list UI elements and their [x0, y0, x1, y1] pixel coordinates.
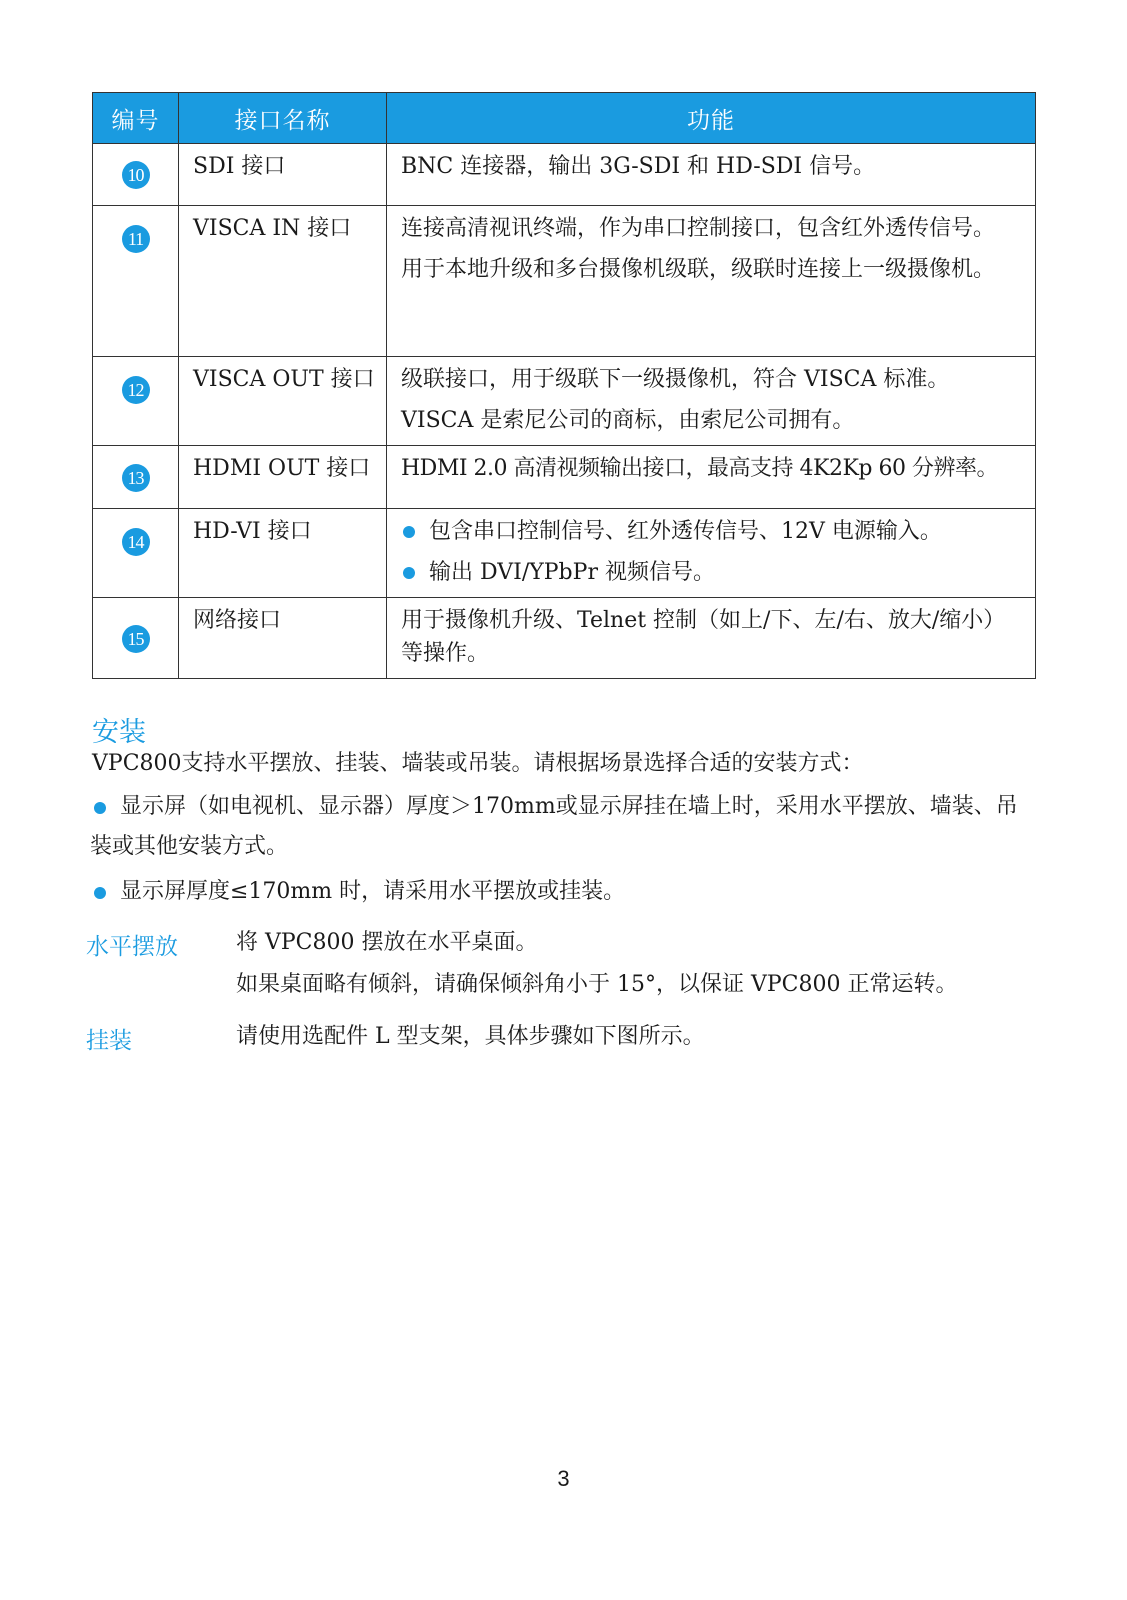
table-row: [93, 446, 1036, 509]
function-text: VISCA 是索尼公司的商标，由索尼公司拥有。: [401, 408, 855, 433]
number-badge: 14: [122, 528, 150, 556]
function-text: 用于摄像机升级、Telnet 控制（如上/下、左/右、放大/缩小）等操作。: [401, 608, 1006, 666]
bullet-dot-icon: [403, 567, 415, 579]
interface-function: [387, 206, 1036, 357]
header-func: 功能: [387, 93, 1036, 144]
interface-function: [387, 357, 1036, 446]
horizontal-label: 水平摆放: [86, 934, 178, 960]
number-badge: 15: [122, 625, 150, 653]
table-header-row: [93, 93, 1036, 144]
function-text: BNC 连接器，输出 3G-SDI 和 HD-SDI 信号。: [401, 154, 876, 179]
function-text: 连接高清视讯终端，作为串口控制接口，包含红外透传信号。: [401, 216, 996, 241]
table-row: [93, 206, 1036, 357]
number-badge: 12: [122, 376, 150, 404]
hang-label: 挂装: [86, 1028, 132, 1054]
interface-function: [387, 144, 1036, 206]
bullet-item: 包含串口控制信号、红外透传信号、12V 电源输入。: [401, 515, 1023, 548]
table-row: [93, 509, 1036, 598]
interface-name: 网络接口: [179, 598, 387, 679]
table-row: [93, 598, 1036, 679]
horizontal-line-2: 如果桌面略有倾斜，请确保倾斜角小于 15°，以保证 VPC800 正常运转。: [236, 972, 958, 997]
table-row: [93, 357, 1036, 446]
bullet-item: [92, 872, 1032, 912]
table-row: [93, 144, 1036, 206]
function-text: 级联接口，用于级联下一级摄像机，符合 VISCA 标准。: [401, 367, 950, 392]
number-badge: 13: [122, 464, 150, 492]
number-badge: 10: [122, 161, 150, 189]
horizontal-line-1: 将 VPC800 摆放在水平桌面。: [236, 930, 538, 955]
interface-function: [387, 598, 1036, 679]
bullet-item: [92, 787, 1032, 867]
section-title: 安装: [92, 717, 146, 748]
header-num: 编号: [93, 93, 179, 144]
interface-name: HDMI OUT 接口: [179, 446, 387, 509]
function-text: 用于本地升级和多台摄像机级联，级联时连接上一级摄像机。: [401, 257, 996, 282]
interface-function: [387, 509, 1036, 598]
bullet-text: 显示屏（如电视机、显示器）厚度＞170mm或显示屏挂在墙上时，采用水平摆放、墙装、吊装或其他安装方式。: [90, 794, 1018, 859]
interface-function: [387, 446, 1036, 509]
interface-table: [92, 92, 1036, 679]
bullet-item: 输出 DVI/YPbPr 视频信号。: [401, 556, 1023, 589]
interface-name: SDI 接口: [179, 144, 387, 206]
interface-name: VISCA OUT 接口: [179, 357, 387, 446]
bullet-dot-icon: [94, 887, 106, 899]
interface-name: HD-VI 接口: [179, 509, 387, 598]
install-intro: VPC800支持水平摆放、挂装、墙装或吊装。请根据场景选择合适的安装方式：: [92, 751, 864, 776]
number-badge: 11: [122, 225, 150, 253]
header-name: 接口名称: [179, 93, 387, 144]
bullet-dot-icon: [403, 526, 415, 538]
page-number: 3: [557, 1466, 570, 1491]
bullet-text: 显示屏厚度≤170mm 时，请采用水平摆放或挂装。: [120, 879, 626, 904]
hang-line-1: 请使用选配件 L 型支架，具体步骤如下图所示。: [236, 1024, 705, 1049]
interface-name: VISCA IN 接口: [179, 206, 387, 357]
function-text: HDMI 2.0 高清视频输出接口，最高支持 4K2Kp 60 分辨率。: [401, 456, 998, 481]
